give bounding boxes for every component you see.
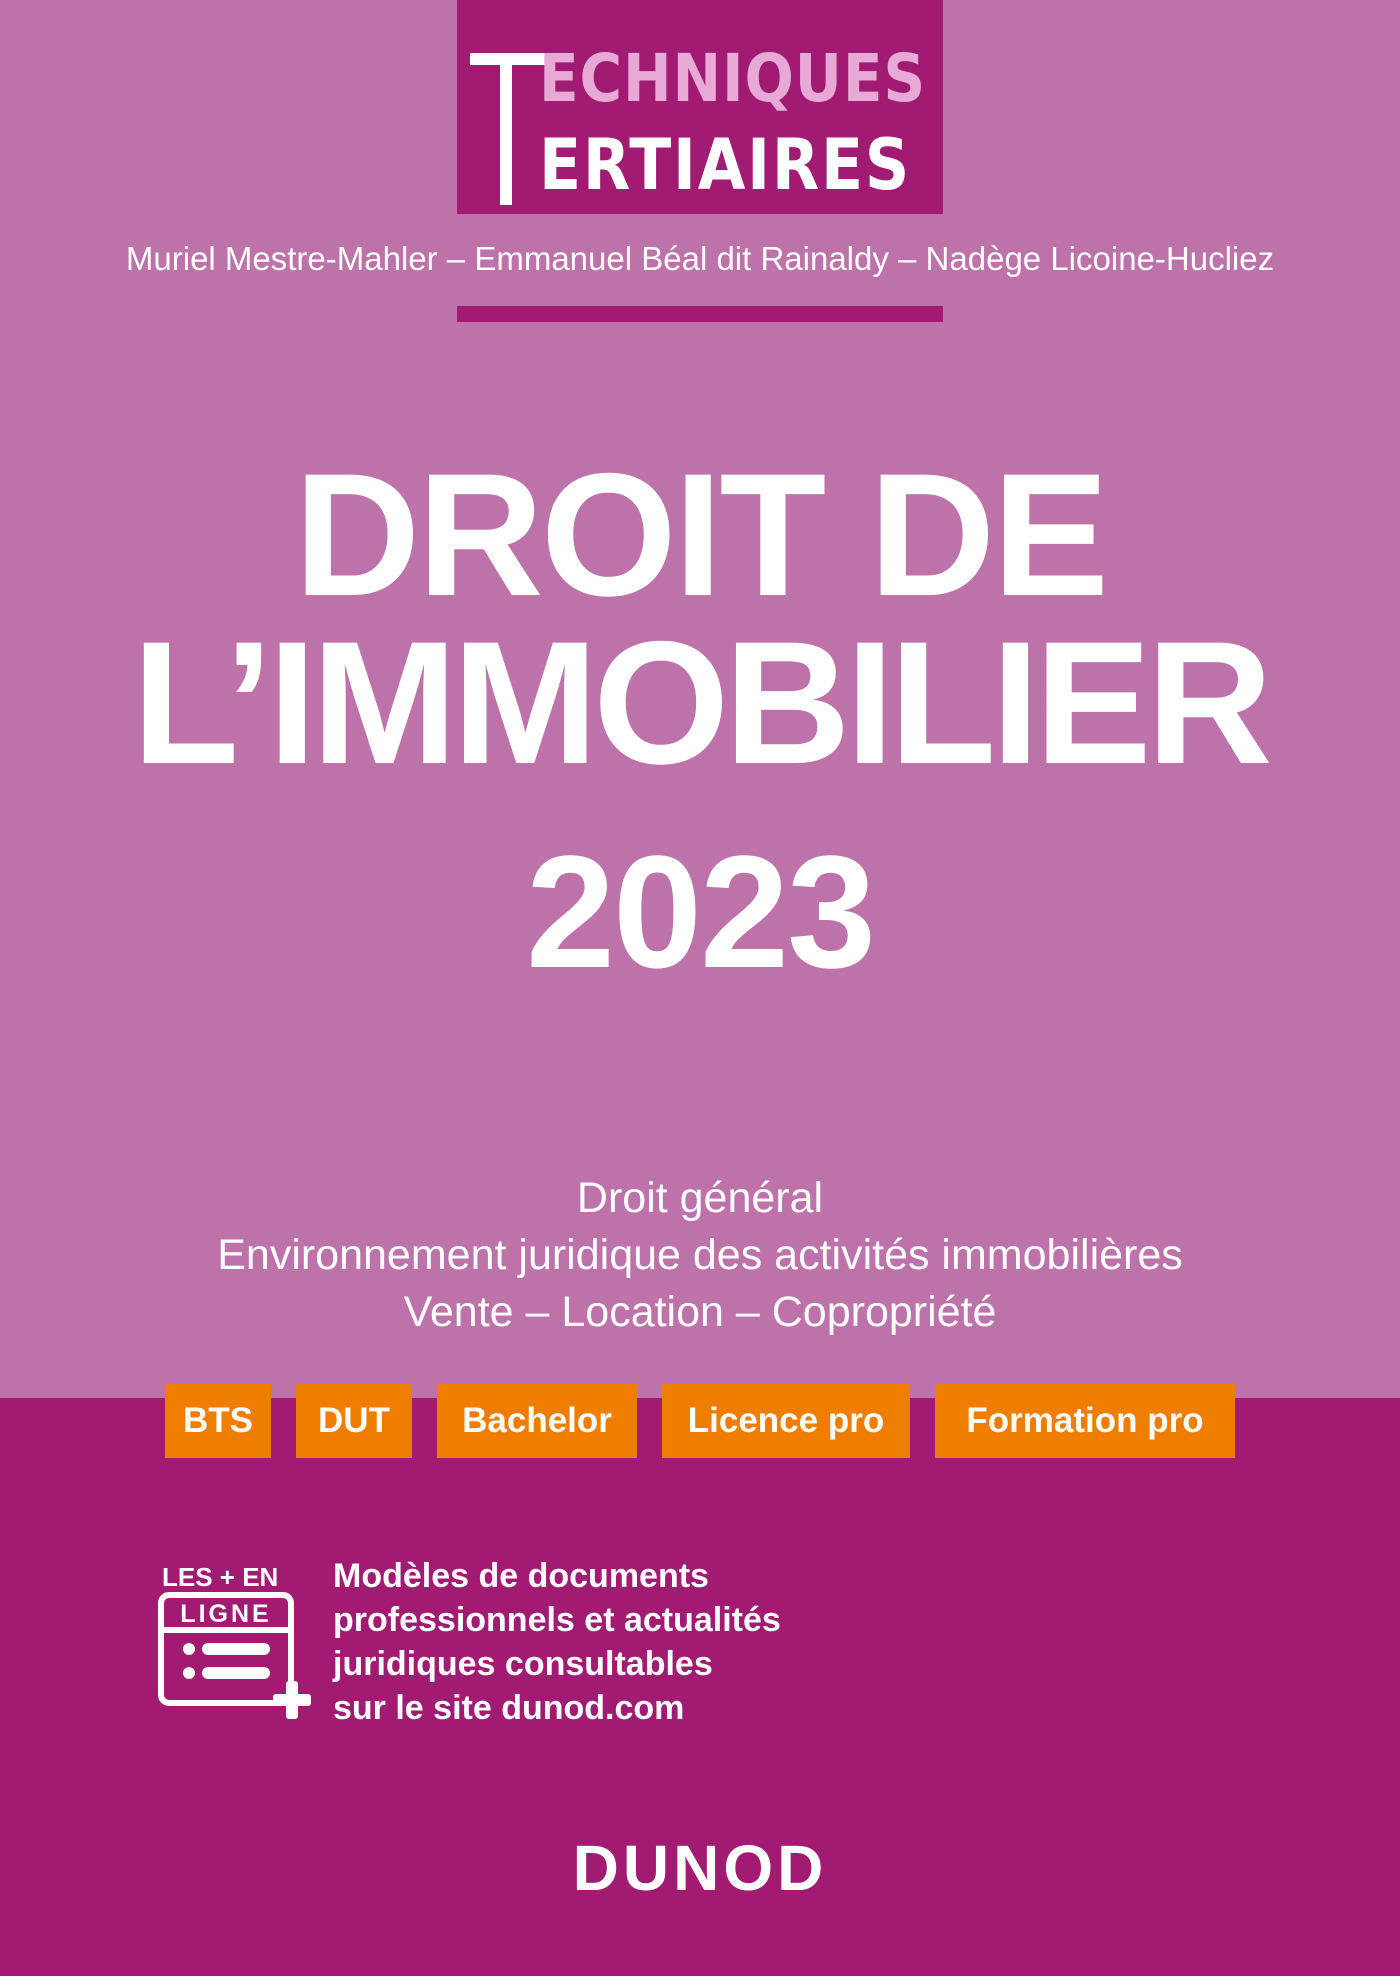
- online-document-icon: [158, 1592, 312, 1720]
- level-badge-formation-pro: Formation pro: [935, 1383, 1235, 1458]
- subject-line: Droit général: [576, 1174, 824, 1222]
- edition-year: 2023: [526, 822, 874, 1001]
- online-text-line: professionnels et actualités: [333, 1601, 781, 1639]
- online-badge-label: LES + EN: [162, 1562, 279, 1592]
- subject-line: Vente – Location – Copropriété: [403, 1288, 997, 1336]
- online-text-line: sur le site dunod.com: [333, 1689, 685, 1727]
- series-line-2: ERTIAIRES: [539, 124, 912, 206]
- online-badge-ligne: LIGNE: [180, 1600, 272, 1628]
- level-badge-bts: BTS: [165, 1383, 271, 1458]
- authors: Muriel Mestre-Mahler – Emmanuel Béal dit Rainaldy – Nadège Licoine-Hucliez: [125, 240, 1275, 277]
- publisher-logo: DUNOD: [572, 1832, 828, 1904]
- series-line-1: ECHNIQUES: [539, 40, 927, 117]
- series-logo: [457, 0, 943, 214]
- divider-rule: [457, 306, 943, 322]
- online-text-line: Modèles de documents: [333, 1557, 709, 1595]
- subjects-list: [0, 1170, 1400, 1341]
- level-badge-dut: DUT: [296, 1383, 412, 1458]
- online-resources-text: [333, 1554, 781, 1730]
- book-title-line-2: L’IMMOBILIER: [132, 606, 1268, 801]
- book-title-line-1: DROIT DE: [293, 438, 1107, 633]
- level-badges: [0, 1383, 1400, 1458]
- online-text-line: juridiques consultables: [333, 1645, 713, 1683]
- subject-line: Environnement juridique des activités immobilières: [217, 1231, 1183, 1279]
- level-badge-bachelor: Bachelor: [437, 1383, 637, 1458]
- online-resources-badge: [158, 1562, 312, 1720]
- level-badge-licence-pro: Licence pro: [662, 1383, 910, 1458]
